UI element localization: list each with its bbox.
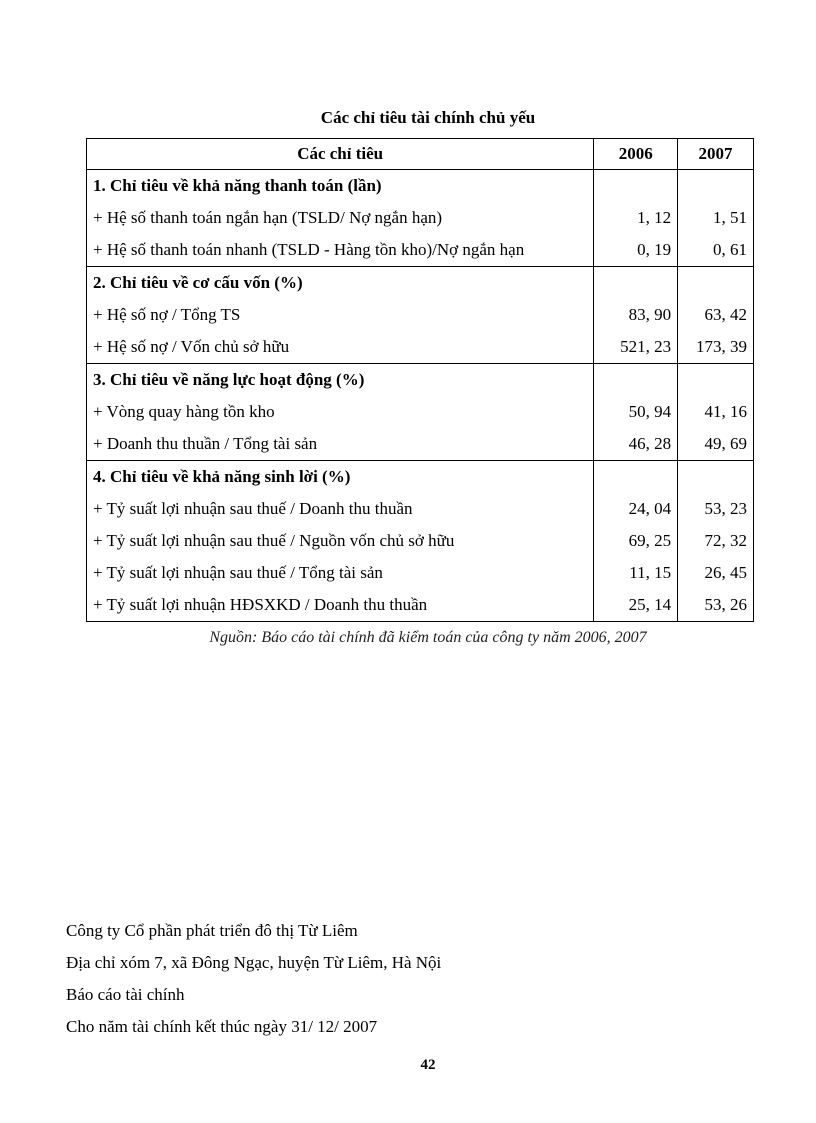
report-type: Báo cáo tài chính <box>66 985 185 1004</box>
value-2006: 46, 28 <box>594 428 678 461</box>
section-row <box>87 267 754 300</box>
indicator-label: + Hệ số thanh toán nhanh (TSLD - Hàng tồn kho)/Nợ ngắn hạn <box>87 234 594 267</box>
value-2007: 63, 42 <box>678 299 754 331</box>
report-period: Cho năm tài chính kết thúc ngày 31/ 12/ 2007 <box>66 1017 378 1036</box>
table-row <box>87 396 754 428</box>
table-row <box>87 557 754 589</box>
table-row <box>87 428 754 461</box>
value-2007: 41, 16 <box>678 396 754 428</box>
value-2006: 50, 94 <box>594 396 678 428</box>
value-2006: 11, 15 <box>594 557 678 589</box>
indicator-label: + Tỷ suất lợi nhuận sau thuế / Nguồn vốn chủ sở hữu <box>87 525 594 557</box>
company-address: Địa chỉ xóm 7, xã Đông Ngạc, huyện Từ Liêm, Hà Nội <box>66 953 442 972</box>
value-2007: 26, 45 <box>678 557 754 589</box>
value-2006: 25, 14 <box>594 589 678 622</box>
value-2006: 521, 23 <box>594 331 678 364</box>
indicator-label: + Tỷ suất lợi nhuận sau thuế / Tổng tài sản <box>87 557 594 589</box>
table-row <box>87 493 754 525</box>
source-note: Nguồn: Báo cáo tài chính đã kiểm toán của công ty năm 2006, 2007 <box>209 629 647 646</box>
table-row <box>87 589 754 622</box>
value-2007: 0, 61 <box>678 234 754 267</box>
value-2007: 49, 69 <box>678 428 754 461</box>
page-number: 42 <box>420 1057 436 1073</box>
value-2007: 173, 39 <box>678 331 754 364</box>
section-heading: 4. Chỉ tiêu về khả năng sinh lời (%) <box>87 461 594 494</box>
value-2006: 69, 25 <box>594 525 678 557</box>
company-footer <box>66 915 441 1043</box>
section-row <box>87 170 754 203</box>
indicator-label: + Tỷ suất lợi nhuận sau thuế / Doanh thu thuần <box>87 493 594 525</box>
value-2007: 53, 23 <box>678 493 754 525</box>
value-2007: 72, 32 <box>678 525 754 557</box>
indicator-label: + Tỷ suất lợi nhuận HĐSXKD / Doanh thu thuần <box>87 589 594 622</box>
indicator-label: + Vòng quay hàng tồn kho <box>87 396 594 428</box>
value-2006: 1, 12 <box>594 202 678 234</box>
value-2006: 83, 90 <box>594 299 678 331</box>
indicator-label: + Hệ số nợ / Vốn chủ sở hữu <box>87 331 594 364</box>
header-2006: 2006 <box>594 139 678 170</box>
financial-indicators-table <box>86 138 754 622</box>
table-row <box>87 525 754 557</box>
table-row <box>87 202 754 234</box>
indicator-label: + Hệ số nợ / Tổng TS <box>87 299 594 331</box>
section-heading: 1. Chỉ tiêu về khả năng thanh toán (lần) <box>87 170 594 203</box>
table-title: Các chỉ tiêu tài chính chủ yếu <box>320 108 536 127</box>
value-2007: 1, 51 <box>678 202 754 234</box>
indicator-label: + Doanh thu thuần / Tổng tài sản <box>87 428 594 461</box>
section-heading: 2. Chỉ tiêu về cơ cấu vốn (%) <box>87 267 594 300</box>
company-name: Công ty Cổ phần phát triển đô thị Từ Liêm <box>66 921 358 940</box>
header-indicators: Các chỉ tiêu <box>87 139 594 170</box>
table-row <box>87 234 754 267</box>
table-row <box>87 331 754 364</box>
table-row <box>87 299 754 331</box>
section-row <box>87 461 754 494</box>
value-2006: 24, 04 <box>594 493 678 525</box>
header-2007: 2007 <box>678 139 754 170</box>
table-header-row <box>87 139 754 170</box>
section-heading: 3. Chỉ tiêu về năng lực hoạt động (%) <box>87 364 594 397</box>
value-2007: 53, 26 <box>678 589 754 622</box>
section-row <box>87 364 754 397</box>
indicator-label: + Hệ số thanh toán ngắn hạn (TSLD/ Nợ ngắn hạn) <box>87 202 594 234</box>
value-2006: 0, 19 <box>594 234 678 267</box>
